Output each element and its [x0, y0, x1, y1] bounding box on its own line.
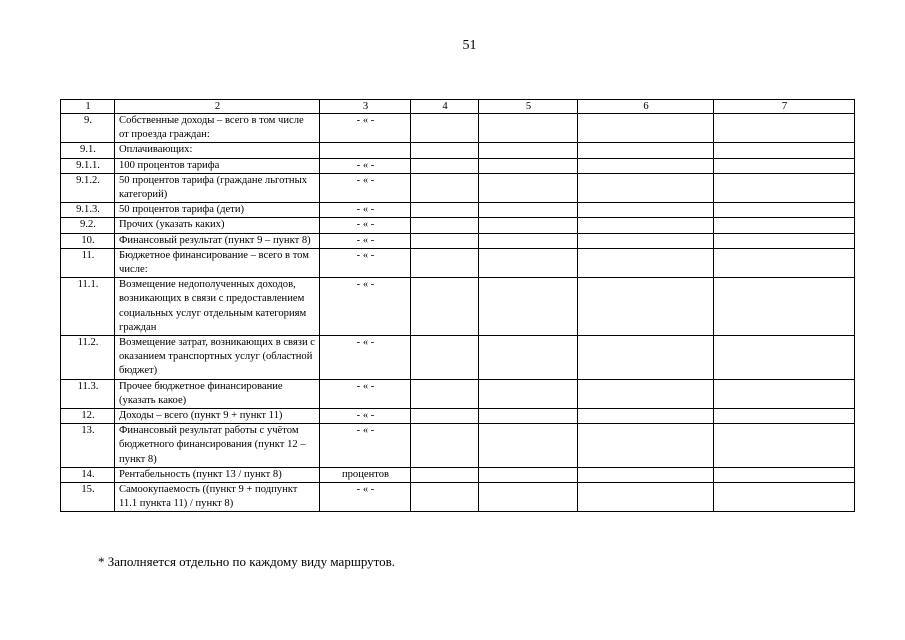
value-cell: [479, 114, 578, 143]
value-cell: [578, 218, 714, 233]
table-row: [61, 248, 855, 277]
value-cell: [411, 143, 479, 158]
value-cell: [411, 424, 479, 468]
value-cell: [411, 248, 479, 277]
indicator-name-cell: Бюджетное финансирование – всего в том числе:: [115, 248, 320, 277]
indicator-name-cell: Рентабельность (пункт 13 / пункт 8): [115, 467, 320, 482]
value-cell: [578, 483, 714, 512]
table-row: [61, 483, 855, 512]
value-cell: [411, 173, 479, 202]
header-cell: 2: [115, 100, 320, 114]
table-row: [61, 173, 855, 202]
table-row: [61, 278, 855, 336]
value-cell: [479, 143, 578, 158]
value-cell: [714, 158, 855, 173]
table-row: [61, 409, 855, 424]
row-number-cell: 13.: [61, 424, 115, 468]
value-cell: [411, 233, 479, 248]
indicator-name-cell: Самоокупаемость ((пункт 9 + подпункт 11.1 пункта 11) / пункт 8): [115, 483, 320, 512]
table-row: [61, 336, 855, 380]
row-number-cell: 11.3.: [61, 379, 115, 408]
header-cell: 3: [320, 100, 411, 114]
row-number-cell: 9.1.1.: [61, 158, 115, 173]
table-row: [61, 143, 855, 158]
indicator-name-cell: Финансовый результат (пункт 9 – пункт 8): [115, 233, 320, 248]
unit-cell: - « -: [320, 233, 411, 248]
page-number: 51: [462, 38, 477, 53]
value-cell: [578, 278, 714, 336]
unit-cell: - « -: [320, 218, 411, 233]
value-cell: [714, 218, 855, 233]
table-row: [61, 158, 855, 173]
value-cell: [714, 248, 855, 277]
table-row: [61, 233, 855, 248]
value-cell: [578, 336, 714, 380]
header-cell: 5: [479, 100, 578, 114]
value-cell: [411, 158, 479, 173]
value-cell: [714, 483, 855, 512]
value-cell: [714, 114, 855, 143]
value-cell: [411, 336, 479, 380]
indicator-name-cell: 100 процентов тарифа: [115, 158, 320, 173]
unit-cell: - « -: [320, 114, 411, 143]
indicator-name-cell: Финансовый результат работы с учётом бюджетного финансирования (пункт 12 – пункт 8): [115, 424, 320, 468]
value-cell: [714, 467, 855, 482]
indicator-name-cell: 50 процентов тарифа (граждане льготных категорий): [115, 173, 320, 202]
value-cell: [578, 467, 714, 482]
row-number-cell: 9.: [61, 114, 115, 143]
value-cell: [479, 336, 578, 380]
value-cell: [411, 467, 479, 482]
table-row: [61, 203, 855, 218]
unit-cell: - « -: [320, 278, 411, 336]
unit-cell: - « -: [320, 336, 411, 380]
value-cell: [578, 424, 714, 468]
header-cell: 1: [61, 100, 115, 114]
table-row: [61, 218, 855, 233]
indicator-name-cell: Собственные доходы – всего в том числе от проезда граждан:: [115, 114, 320, 143]
table-row: [61, 467, 855, 482]
value-cell: [479, 173, 578, 202]
value-cell: [411, 218, 479, 233]
indicator-name-cell: Возмещение недополученных доходов, возникающих в связи с предоставлением социальных услуг отдельным категориям граждан: [115, 278, 320, 336]
value-cell: [479, 278, 578, 336]
value-cell: [578, 409, 714, 424]
value-cell: [411, 114, 479, 143]
unit-cell: - « -: [320, 203, 411, 218]
value-cell: [479, 424, 578, 468]
unit-cell: - « -: [320, 379, 411, 408]
value-cell: [578, 114, 714, 143]
value-cell: [714, 203, 855, 218]
value-cell: [714, 278, 855, 336]
indicator-name-cell: Возмещение затрат, возникающих в связи с оказанием транспортных услуг (областной бюджет): [115, 336, 320, 380]
row-number-cell: 11.2.: [61, 336, 115, 380]
value-cell: [714, 173, 855, 202]
value-cell: [479, 218, 578, 233]
row-number-cell: 15.: [61, 483, 115, 512]
value-cell: [578, 143, 714, 158]
unit-cell: - « -: [320, 173, 411, 202]
indicator-name-cell: Доходы – всего (пункт 9 + пункт 11): [115, 409, 320, 424]
indicator-name-cell: Оплачивающих:: [115, 143, 320, 158]
row-number-cell: 9.1.: [61, 143, 115, 158]
value-cell: [411, 203, 479, 218]
row-number-cell: 9.1.2.: [61, 173, 115, 202]
report-table: [60, 99, 855, 512]
unit-cell: процентов: [320, 467, 411, 482]
value-cell: [479, 248, 578, 277]
unit-cell: - « -: [320, 248, 411, 277]
value-cell: [479, 483, 578, 512]
value-cell: [479, 409, 578, 424]
unit-cell: [320, 143, 411, 158]
row-number-cell: 9.2.: [61, 218, 115, 233]
value-cell: [479, 379, 578, 408]
value-cell: [479, 158, 578, 173]
value-cell: [714, 233, 855, 248]
row-number-cell: 9.1.3.: [61, 203, 115, 218]
value-cell: [411, 409, 479, 424]
unit-cell: - « -: [320, 483, 411, 512]
value-cell: [578, 233, 714, 248]
indicator-name-cell: 50 процентов тарифа (дети): [115, 203, 320, 218]
unit-cell: - « -: [320, 158, 411, 173]
indicator-name-cell: Прочих (указать каких): [115, 218, 320, 233]
row-number-cell: 11.1.: [61, 278, 115, 336]
value-cell: [714, 143, 855, 158]
value-cell: [411, 379, 479, 408]
value-cell: [578, 248, 714, 277]
table-row: [61, 424, 855, 468]
row-number-cell: 14.: [61, 467, 115, 482]
table-header-row: [61, 100, 855, 114]
value-cell: [714, 409, 855, 424]
value-cell: [578, 173, 714, 202]
value-cell: [479, 233, 578, 248]
unit-cell: - « -: [320, 409, 411, 424]
row-number-cell: 10.: [61, 233, 115, 248]
header-cell: 7: [714, 100, 855, 114]
unit-cell: - « -: [320, 424, 411, 468]
value-cell: [714, 424, 855, 468]
value-cell: [578, 379, 714, 408]
value-cell: [714, 379, 855, 408]
value-cell: [411, 278, 479, 336]
row-number-cell: 11.: [61, 248, 115, 277]
value-cell: [479, 203, 578, 218]
value-cell: [578, 158, 714, 173]
table-row: [61, 379, 855, 408]
table-row: [61, 114, 855, 143]
footnote: * Заполняется отдельно по каждому виду маршрутов.: [98, 554, 396, 569]
value-cell: [578, 203, 714, 218]
indicator-name-cell: Прочее бюджетное финансирование (указать какое): [115, 379, 320, 408]
value-cell: [714, 336, 855, 380]
value-cell: [411, 483, 479, 512]
header-cell: 6: [578, 100, 714, 114]
header-cell: 4: [411, 100, 479, 114]
value-cell: [479, 467, 578, 482]
row-number-cell: 12.: [61, 409, 115, 424]
